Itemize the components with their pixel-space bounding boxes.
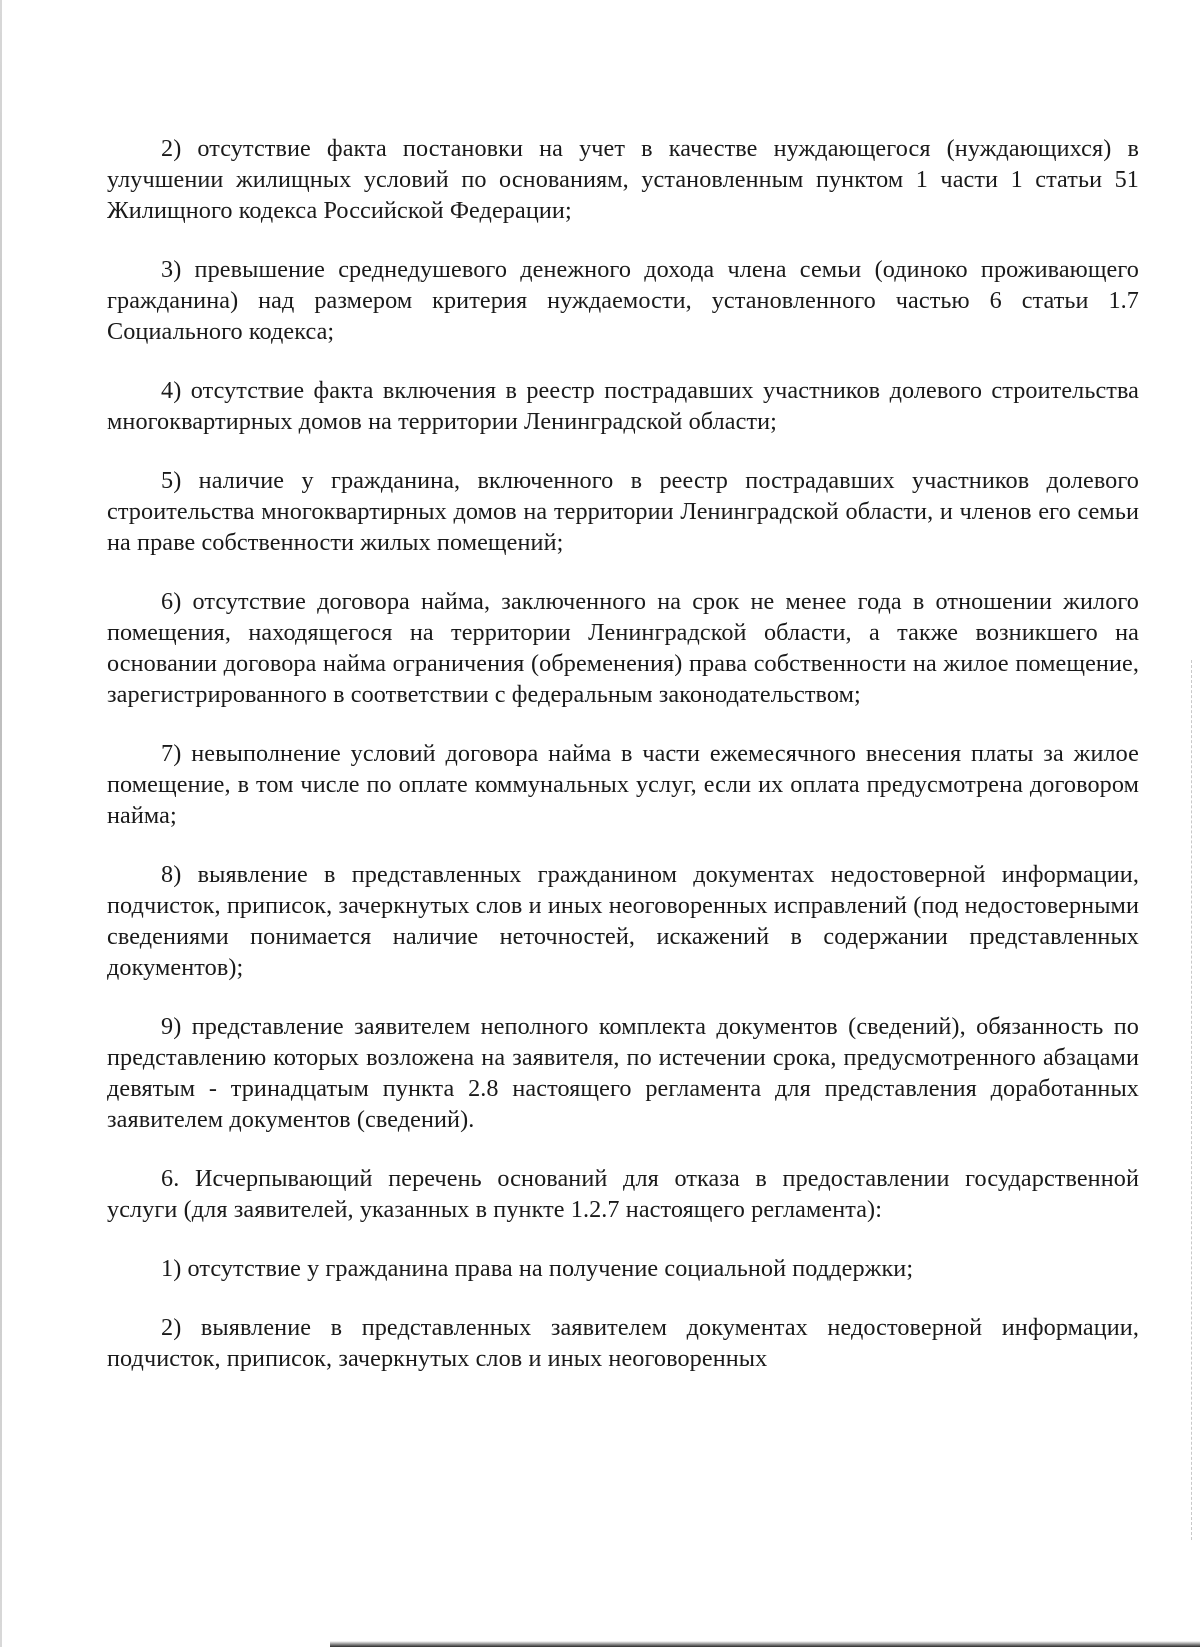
paragraph-section6-item-1: 1) отсутствие у гражданина права на получение социальной поддержки; [161,1255,914,1282]
scan-edge-right [1190,660,1192,1540]
paragraph-item-9: 9) представление заявителем неполного комплекта документов (сведений), обязанность по представлению которых возложена на заявителя, по истечении срока, предусмотренного абзацами девятым - тринадцатым пункта 2.8 настоящего регламента для представления доработанных заявителем документов (сведений). [107,1013,1139,1133]
paragraph-item-6: 6) отсутствие договора найма, заключенного на срок не менее года в отношении жилого помещения, находящегося на территории Ленинградской области, а также возникшего на основании договора найма ограничения (обременения) права собственности на жилое помещение, зарегистрированного в соответствии с федеральным законодательством; [107,588,1139,708]
paragraph-item-3: 3) превышение среднедушевого денежного дохода члена семьи (одиноко проживающего гражданина) над размером критерия нуждаемости, установленного частью 6 статьи 1.7 Социального кодекса; [107,256,1139,345]
paragraph-item-2: 2) отсутствие факта постановки на учет в качестве нуждающегося (нуждающихся) в улучшении жилищных условий по основаниям, установленным пунктом 1 части 1 статьи 51 Жилищного кодекса Российской Федерации; [107,135,1139,224]
scan-edge-bottom [330,1641,1200,1647]
paragraph-item-4: 4) отсутствие факта включения в реестр пострадавших участников долевого строительства многоквартирных домов на территории Ленинградской области; [107,377,1139,435]
paragraph-section6-item-2: 2) выявление в представленных заявителем документах недостоверной информации, подчисток, приписок, зачеркнутых слов и иных неоговоренных [107,1314,1139,1372]
paragraph-item-5: 5) наличие у гражданина, включенного в реестр пострадавших участников долевого строительства многоквартирных домов на территории Ленинградской области, и членов его семьи на праве собственности жилых помещений; [107,467,1139,556]
scan-edge-left [0,0,2,1647]
section-6-heading: 6. Исчерпывающий перечень оснований для отказа в предоставлении государственной услуги (для заявителей, указанных в пункте 1.2.7 настоящего регламента): [107,1165,1139,1223]
paragraph-item-7: 7) невыполнение условий договора найма в части ежемесячного внесения платы за жилое помещение, в том числе по оплате коммунальных услуг, если их оплата предусмотрена договором найма; [107,740,1139,829]
document-body [107,133,1139,1402]
paragraph-item-8: 8) выявление в представленных гражданином документах недостоверной информации, подчисток, приписок, зачеркнутых слов и иных неоговоренных исправлений (под недостоверными сведениями понимается наличие неточностей, искажений в содержании представленных документов); [107,861,1139,981]
